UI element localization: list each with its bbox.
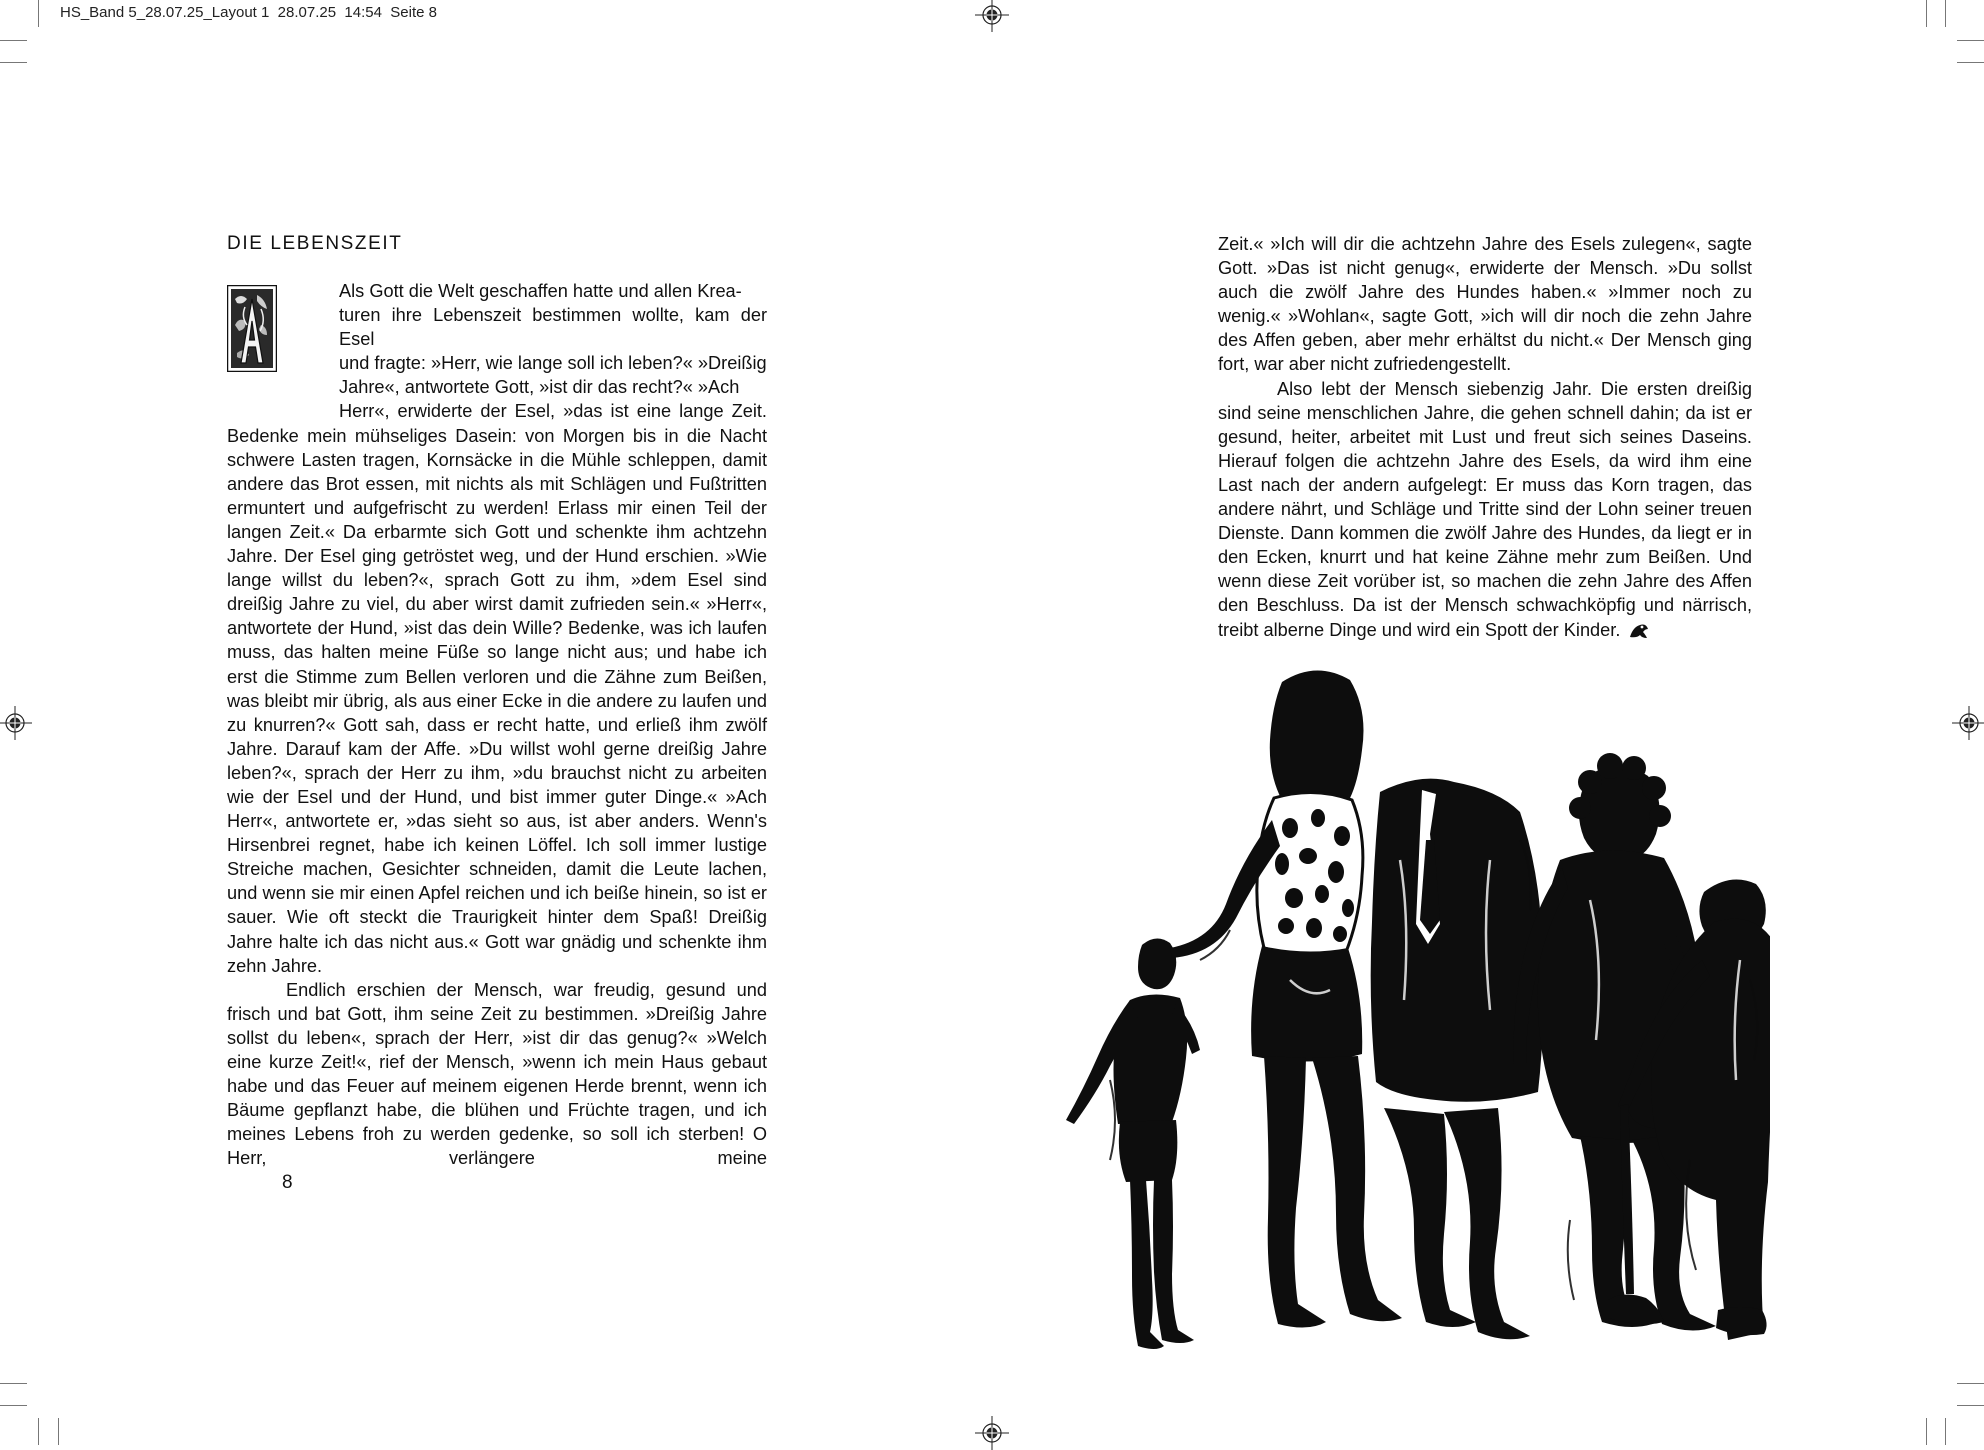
printer-slug: HS_Band 5_28.07.25_Layout 1 28.07.25 14:54 Seite 8 xyxy=(60,4,437,21)
text-line: turen ihre Lebenszeit bestimmen wollte, kam der Esel xyxy=(339,305,767,350)
ink-figures-illustration xyxy=(1050,660,1770,1350)
paragraph xyxy=(1218,377,1752,642)
registration-mark-icon xyxy=(0,706,32,740)
text-line: Jahre«, antwortete Gott, »ist dir das recht?« »Ach xyxy=(339,377,740,398)
paragraph: Bedenke mein mühseliges Dasein: von Morgen bis in die Nacht schwere Lasten tragen, Kornsäcke in die Mühle schleppen, damit andere das Brot essen, mit nichts als mit Schlägen und Fußtritten ermuntert und aufgefrischt zu werden! Erlass mir einen Teil der langen Zeit.« Da erbarmte sich Gott und schenkte ihm achtzehn Jahre. Der Esel ging getröstet weg, und der Hund erschien. »Wie lange willst du leben?«, sprach Gott zu ihm, »dem Esel sind dreißig Jahre zu viel, du aber wirst damit zufrieden sein.« »Herr«, antwortete der Hund, »ist das dein Wille? Bedenke, was ich laufen muss, das halten meine Füße so lange nicht aus; und habe ich erst die Stimme zum Bellen verloren und die Zähne zum Beißen, was bleibt mir übrig, als aus einer Ecke in die andere zu laufen und zu knurren?« Gott sah, dass er recht hatte, und erließ ihm zwölf Jahre. Darauf kam der Affe. »Du willst wohl gerne dreißig Jahre leben?«, sprach der Herr zu ihm, »du brauchst nicht zu arbeiten wie der Esel und der Hund, und bist immer guter Dinge.« »Ach Herr«, antwortete er, »das sieht so aus, ist aber anders. Wenn's Hirsenbrei regnet, habe ich keinen Löffel. Ich soll immer lustige Streiche machen, Gesichter schneiden, damit die Leute lachen, und wenn sie mir einen Apfel reichen und ich beiße hinein, so ist er sauer. Wie oft steckt die Traurigkeit hinter dem Spaß! Dreißig Jahre halte ich das nicht aus.« Gott war gnädig und schenkte ihm zehn Jahre. xyxy=(227,425,767,976)
page-number: 8 xyxy=(282,1172,293,1193)
right-column-text xyxy=(1218,232,1752,642)
paragraph: Endlich erschien der Mensch, war freudig, gesund und frisch und bat Gott, ihm seine Zeit zu bestimmen. »Dreißig Jahre sollst du leben«, sprach der Herr, »ist dir das genug?« »Welch eine kurze Zeit!«, rief der Mensch, »wenn ich mein Haus gebaut habe und das Feuer auf meinem eigenen Herde brennt, wenn ich Bäume gepflanzt habe, die blühen und Früchte tragen, und ich meines Lebens froh zu werden gedenke, so soll ich sterben! O Herr, verlängere meine xyxy=(227,979,767,1169)
text-line: Als Gott die Welt geschaffen hatte und allen Krea- xyxy=(339,281,742,301)
registration-mark-icon xyxy=(1952,706,1984,740)
drop-cap-lines xyxy=(227,279,767,424)
text-line: Herr«, erwiderte der Esel, »das ist eine lange Zeit. xyxy=(339,401,767,422)
registration-mark-icon xyxy=(975,0,1009,32)
paragraph-text: Also lebt der Mensch siebenzig Jahr. Die ersten dreißig sind seine menschlichen Jahre, die gehen schnell dahin; da ist er gesund, heiter, arbeitet mit Lust und freut sich seines Daseins. Hierauf folgen die achtzehn Jahre des Esels, da wird ihm eine Last nach der andern aufgelegt: Er muss das Korn tragen, das andere nährt, und Schläge und Tritte sind der Lohn seiner treuen Dienste. Dann kommen die zwölf Jahre des Hundes, da liegt er in den Ecken, knurrt und hat keine Zähne mehr zum Beißen. Und wenn diese Zeit vorüber ist, so machen die zehn Jahre des Affen den Beschluss. Da ist der Mensch schwachköpfig und närrisch, treibt alberne Dinge und wird ein Spott der Kinder. xyxy=(1218,378,1752,640)
left-column-text xyxy=(227,279,767,1170)
story-title: DIE LEBENSZEIT xyxy=(227,233,403,254)
text-line: und fragte: »Herr, wie lange soll ich leben?« »Dreißig xyxy=(339,353,767,374)
paragraph: Zeit.« »Ich will dir die achtzehn Jahre des Esels zulegen«, sagte Gott. »Das ist nicht genug«, erwiderte der Mensch. »Du sollst auch die zwölf Jahre des Hundes haben.« »Immer noch zu wenig.« »Wohlan«, sagte Gott, »ich will dir noch die zehn Jahre des Affen geben, aber mehr erhältst du nicht.« Der Mensch ging fort, war aber nicht zufriedengestellt. xyxy=(1218,234,1752,375)
endmark-ornament-icon xyxy=(1628,619,1650,641)
